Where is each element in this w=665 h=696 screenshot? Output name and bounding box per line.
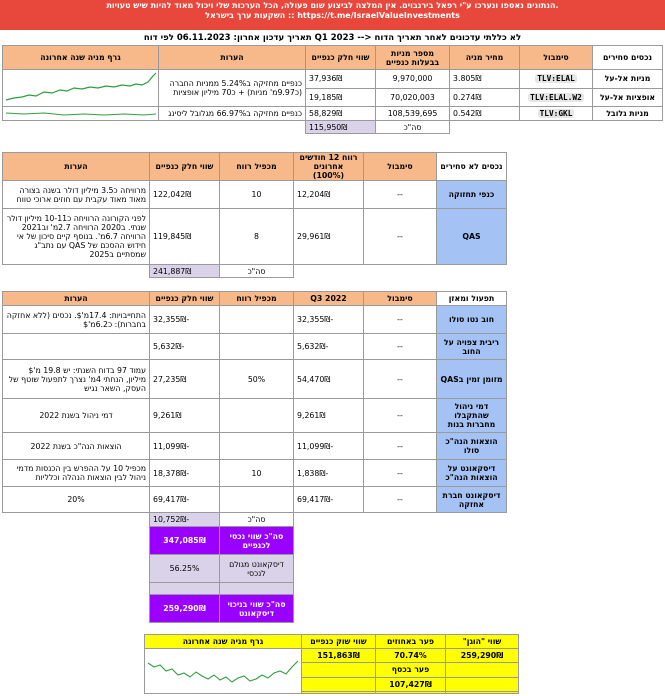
discount-value: 56.25% bbox=[150, 555, 220, 583]
unlisted-assets-table: נכסים לא סחירים סימבול רווח 12 חודשים אחרונים (100%) מכפיל רווח שווי חלק כנפיים הערות כנפי תחזוקה -- 12,204₪ 10 122,042₪ מרוויחה כ3.5 מיליון דולר בשנה בצורה מאוד מאוד עקבית עם חוזים ארוכי טווח QAS -- 29,961₪ 8 119,845₪ לפני הקורונה הרוויחה כ10-11 מיליון דולר שנתי. ב2020 הרוויחה 2.7מ' וב2021 הרוויחה 6.7מ'. בנוסף קיים סיכון של אי חידוש ההסכם של QAS עם נתב"ג שמסתיים ב2025 סה"כ 241,887₪ bbox=[2, 152, 507, 278]
table-row: דיסקאונט חברת אחזקה -- -69,417₪ -69,417₪ 20% bbox=[3, 487, 507, 513]
table-row: אופציות אל-על TLV:ELAL.W2 0.274₪ 70,020,003 19,185₪ bbox=[3, 88, 663, 107]
symbol-chip[interactable]: TLV:GKL bbox=[539, 109, 573, 118]
table-row: QAS -- 29,961₪ 8 119,845₪ לפני הקורונה הרוויחה כ10-11 מיליון דולר שנתי. ב2020 הרוויחה 2.7מ' וב2021 הרוויחה 6.7מ'. בנוסף קיים סיכון של אי חידוש ההסכם של QAS עם נתב"ג שמסתיים ב2025 bbox=[3, 209, 507, 265]
table-row: דיסקאונט על הוצאות הנה"כ -- -1,838₪ 10 -18,378₪ מכפיל 10 על ההפרש בין הכנסות מדמי ניהול לבין הוצאות הנהלה וכלליות bbox=[3, 460, 507, 487]
table-row: ריבית צפויה על החוב -- -5,632₪ -5,632₪ bbox=[3, 334, 507, 360]
col-header-price: מחיר מניה bbox=[450, 46, 520, 70]
gap-cash-label: פער בכסף bbox=[376, 663, 446, 677]
col-header-asset: נכסים סחירים bbox=[593, 46, 663, 70]
after-discount-label: סה"כ שווי בניכוי דיסקאונט bbox=[220, 595, 294, 623]
table-row: חוב נטו סולו -- -32,355₪ -32,355₪ התחייבויות: 17.4מ'$. נכסים (ללא אחזקה בחברות): כ6.2מ'$ bbox=[3, 306, 507, 334]
total-label: סה"כ bbox=[376, 121, 450, 134]
listed-assets-table bbox=[2, 45, 663, 134]
table-row: דמי ניהול שהתקבלו מחברות בנות -- 9,261₪ 9,261₪ דמי ניהול בשנת 2022 bbox=[3, 399, 507, 433]
gap-cash-value: 107,427₪ bbox=[376, 677, 446, 691]
symbol-chip[interactable]: TLV:ELAL bbox=[537, 74, 575, 84]
col-header-value: שווי חלק כנפיים bbox=[306, 46, 376, 70]
table-row: מניות אל-על TLV:ELAL 3.805₪ 9,970,000 37,936₪ כנפיים מחזיקה ב5.24% ממניות החברה (כ9.97מ' מניות) + כ70 מיליון אופציות bbox=[3, 70, 663, 89]
fair-value-summary: שווי "הוגן" פער באחוזים שווי שוק כנפיים גרף מניה שנה אחרונה 259,290₪ 70.74% 151,863₪ פער בכסף 107,427₪ bbox=[144, 634, 519, 694]
table-row: מניות גלובל TLV:GKL 0.542₪ 108,539,695 58,829₪ כנפיים מחזיקה ב66.97% מגלובל ליסינג bbox=[3, 107, 663, 121]
col-header-symbol: סימבול bbox=[520, 46, 593, 70]
sparkline-chart bbox=[4, 108, 158, 120]
total-value: 115,950₪ bbox=[306, 121, 376, 134]
market-cap: 151,863₪ bbox=[302, 649, 376, 663]
symbol-chip[interactable]: TLV:ELAL.W2 bbox=[530, 92, 582, 102]
disclaimer-text: הנתונים נאספו ונערכו ע"י רפאל בירנבוים. אין המלצה לביצוע שום פעולה, הכל הערכות שלי ויכול מאוד להיות שיש טעויות. bbox=[106, 1, 559, 10]
table-row: כנפי תחזוקה -- 12,204₪ 10 122,042₪ מרוויחה כ3.5 מיליון דולר בשנה בצורה מאוד מאוד עקבית עם חוזים ארוכי טווח bbox=[3, 181, 507, 209]
assets-total-label: סה"כ שווי נכסי לכנפיים bbox=[220, 527, 294, 555]
disclaimer-banner bbox=[0, 0, 665, 30]
table-row: מזומן זמין בQAS -- 54,470₪ 50% 27,235₪ עמוד 97 בדוח השנתי: יש 19.8 מ'$ מיליון, הנחתי 4מ' נצרך לתפעול שוטף של העסק, השאר נגיש bbox=[3, 360, 507, 399]
sparkline-chart bbox=[4, 70, 158, 106]
discount-label: דיסקאונט מגולם לנכסי bbox=[220, 555, 294, 583]
fair-value: 259,290₪ bbox=[446, 649, 519, 663]
col-header-shares: מספר מניות בבעלות כנפיים bbox=[376, 46, 450, 70]
gap-percent: 70.74% bbox=[376, 649, 446, 663]
col-header-chart: גרף מניה שנה אחרונה bbox=[3, 46, 159, 70]
update-info: תאריך עדכון אחרון: 06.11.2023 לפי דוח Q1 2023 --> לא כללתי עדכונים לאחר תאריך הדוח bbox=[143, 33, 522, 43]
assets-total-value: 347,085₪ bbox=[150, 527, 220, 555]
sparkline-chart bbox=[146, 649, 301, 693]
stock-chart-cell bbox=[3, 70, 159, 107]
stock-chart-cell bbox=[145, 649, 302, 694]
channel-link[interactable]: השקעות ערך בישראל :: https://t.me/IsraelValueInvestments bbox=[205, 11, 460, 20]
balance-table: תפעול ומאזן סימבול Q3 2022 מכפיל רווח שווי חלק כנפיים הערות חוב נטו סולו -- -32,355₪ -32,355₪ התחייבויות: 17.4מ'$. נכסים (ללא אחזקה בחברות): כ6.2מ'$ ריבית צפויה על החוב -- -5,632₪ -5,632₪ מזומן זמין בQAS -- 54,470₪ 50% 27,235₪ עמוד 97 בדוח השנתי: יש 19.8 מ'$ מיליון, הנחתי 4מ' נצרך לתפעול שוטף של העסק, השאר נגיש דמי ניהול שהתקבלו מחברות בנות -- 9,261₪ 9,261₪ דמי ניהול בשנת 2022 הוצאות הנה"כ סולו -- -11,099₪ -11,099₪ הוצאות הנה"כ בשנת 2022 דיסקאונט על הוצאות הנה"כ -- -1,838₪ 10 -18,378₪ מכפיל 10 על ההפרש בין הכנסות מדמי ניהול לבין הוצאות הנהלה וכלליות דיסקאונט חברת אחזקה -- -69,417₪ -69,417₪ 20% סה"כ -10,752₪ סה"כ שווי נכסי לכנפיים 347,085₪ דיסקאונט מגולם לנכסי 56.25% סה"כ שווי בניכוי דיסקאונט 259,290₪ bbox=[2, 291, 507, 623]
col-header-notes: הערות bbox=[159, 46, 306, 70]
after-discount-value: 259,290₪ bbox=[150, 595, 220, 623]
table-row: הוצאות הנה"כ סולו -- -11,099₪ -11,099₪ הוצאות הנה"כ בשנת 2022 bbox=[3, 433, 507, 460]
